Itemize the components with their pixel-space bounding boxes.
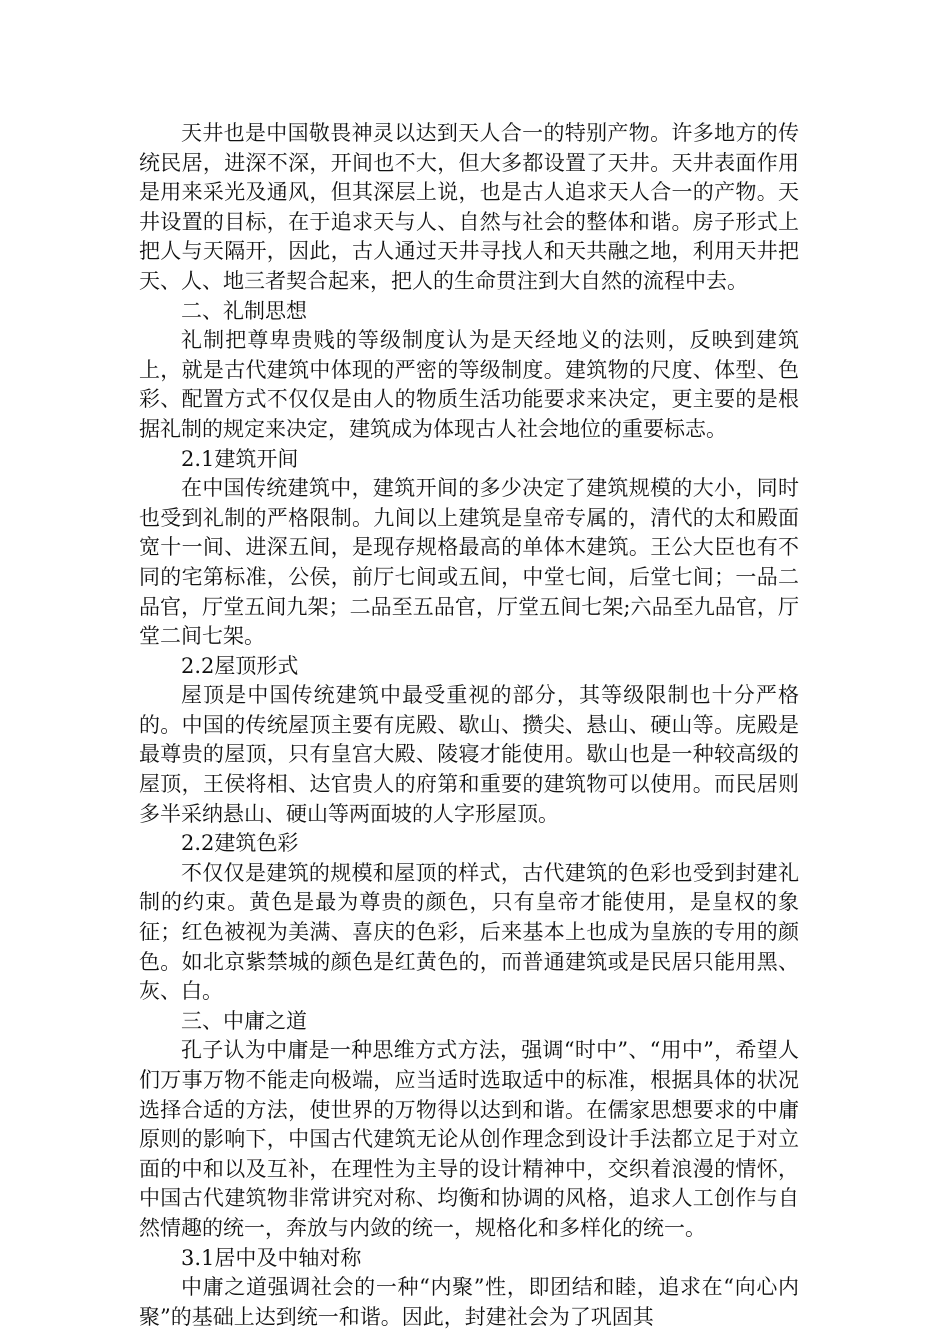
paragraph-kaijian: 在中国传统建筑中，建筑开间的多少决定了建筑规模的大小，同时也受到礼制的严格限制。九间以上建筑是皇帝专属的，清代的太和殿面宽十一间、进深五间，是现存规格最高的单体木建筑。王公大臣也有不同的宅第标准，公侯，前厅七间或五间，中堂七间，后堂七间；一品二品官，厅堂五间九架；二品至五品官，厅堂五间七架;六品至九品官，厅堂二间七架。 <box>139 476 799 649</box>
subsection-heading-kaijian: 2.1建筑开间 <box>181 446 299 471</box>
subsection-heading-wuding: 2.2屋顶形式 <box>181 653 299 678</box>
paragraph-secai: 不仅仅是建筑的规模和屋顶的样式，古代建筑的色彩也受到封建礼制的约束。黄色是最为尊贵的颜色，只有皇帝才能使用，是皇权的象征；红色被视为美满、喜庆的色彩，后来基本上也成为皇族的专用的颜色。如北京紫禁城的颜色是红黄色的，而普通建筑或是民居只能用黑、灰、白。 <box>139 860 799 1004</box>
subsection-heading-juzhong: 3.1居中及中轴对称 <box>181 1245 362 1270</box>
section-heading-lizhi: 二、礼制思想 <box>181 298 307 323</box>
subsection-heading-secai: 2.2建筑色彩 <box>181 831 299 856</box>
paragraph-wuding: 屋顶是中国传统建筑中最受重视的部分，其等级限制也十分严格的。中国的传统屋顶主要有庑殿、歇山、攒尖、悬山、硬山等。庑殿是最尊贵的屋顶，只有皇宫大殿、陵寝才能使用。歇山也是一种较高级的屋顶，王侯将相、达官贵人的府第和重要的建筑物可以使用。而民居则多半采纳悬山、硬山等两面坡的人字形屋顶。 <box>139 683 799 826</box>
section-heading-zhongyong: 三、中庸之道 <box>181 1008 307 1033</box>
paragraph-tianjing: 天井也是中国敬畏神灵以达到天人合一的特别产物。许多地方的传统民居，进深不深，开间也不大，但大多都设置了天井。天井表面作用是用来采光及通风，但其深层上说，也是古人追求天人合一的产物。天井设置的目标，在于追求天与人、自然与社会的整体和谐。房子形式上把人与天隔开，因此，古人通过天井寻找人和天共融之地，利用天井把天、人、地三者契合起来，把人的生命贯注到大自然的流程中去。 <box>139 121 799 293</box>
paragraph-juzhong: 中庸之道强调社会的一种“内聚”性，即团结和睦，追求在“向心内聚”的基础上达到统一和谐。因此，封建社会为了巩固其 <box>139 1275 799 1329</box>
paragraph-zhongyong: 孔子认为中庸是一种思维方式方法，强调“时中”、“用中”，希望人们万事万物不能走向极端，应当适时选取适中的标准，根据具体的状况选择合适的方法，使世界的万物得以达到和谐。在儒家思想要求的中庸原则的影响下，中国古代建筑无论从创作理念到设计手法都立足于对立面的中和以及互补，在理性为主导的设计精神中，交织着浪漫的情怀，中国古代建筑物非常讲究对称、均衡和协调的风格，追求人工创作与自然情趣的统一，奔放与内敛的统一，规格化和多样化的统一。 <box>139 1038 799 1240</box>
paragraph-lizhi: 礼制把尊卑贵贱的等级制度认为是天经地义的法则，反映到建筑上，就是古代建筑中体现的严密的等级制度。建筑物的尺度、体型、色彩、配置方式不仅仅是由人的物质生活功能要求来决定，更主要的是根据礼制的规定来决定，建筑成为体现古人社会地位的重要标志。 <box>139 328 799 441</box>
document-body <box>139 119 799 1332</box>
